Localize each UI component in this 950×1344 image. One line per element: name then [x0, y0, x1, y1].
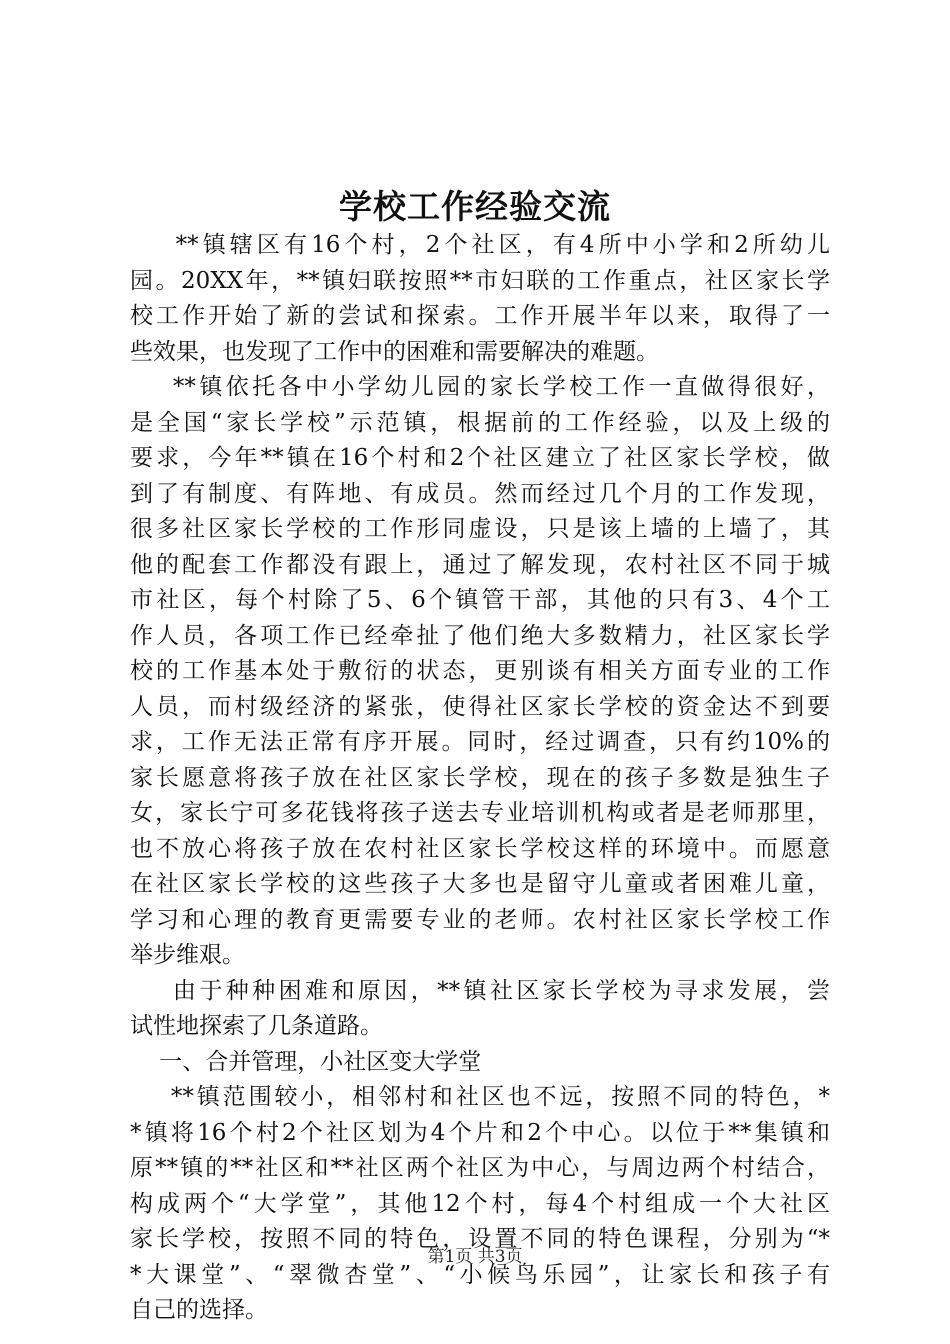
body-text-line: 校的工作基本处于敷衍的状态，更别谈有相关方面专业的工作 [130, 658, 830, 684]
body-text-line: 到了有制度、有阵地、有成员。然而经过几个月的工作发现， [130, 480, 830, 507]
body-text-line: 园。20XX年，**镇妇联按照**市妇联的工作重点，社区家长学 [130, 267, 830, 294]
body-text-line: 他的配套工作都没有跟上，通过了解发现，农村社区不同于城 [130, 551, 830, 578]
body-text-line: 是全国“家长学校”示范镇，根据前的工作经验，以及上级的 [130, 409, 830, 436]
body-text-line: 女，家长宁可多花钱将孩子送去专业培训机构或者是老师那里， [130, 800, 830, 826]
body-text-line: 试性地探索了几条道路。 [130, 1013, 383, 1039]
body-text-line: 些效果，也发现了工作中的困难和需要解决的难题。 [130, 338, 659, 365]
body-text-line: **镇范围较小，相邻村和社区也不远，按照不同的特色，* [130, 1084, 830, 1110]
body-text-line: 作人员，各项工作已经牵扯了他们绝大多数精力，社区家长学 [130, 622, 830, 649]
body-text-line: 一、合并管理，小社区变大学堂 [130, 1048, 482, 1075]
body-text-line: 举步维艰。 [130, 942, 245, 968]
body-text-line: 由于种种困难和原因，**镇社区家长学校为寻求发展，尝 [130, 977, 830, 1004]
body-text-line: **镇辖区有16个村，2个社区，有4所中小学和2所幼儿 [130, 232, 830, 258]
body-text-line: **镇依托各中小学幼儿园的家长学校工作一直做得很好， [130, 374, 830, 400]
body-text-line: *大课堂”、“翠微杏堂”、“小候鸟乐园”，让家长和孩子有 [130, 1261, 830, 1288]
document-title: 学校工作经验交流 [339, 187, 611, 226]
page-number-footer: 第1页 共3页 [427, 1247, 523, 1267]
body-text-line: 也不放心将孩子放在农村社区家长学校这样的环境中。而愿意 [130, 835, 830, 862]
body-text-line: 市社区，每个村除了5、6个镇管干部，其他的只有3、4个工 [130, 587, 830, 613]
body-text-line: 原**镇的**社区和**社区两个社区为中心，与周边两个村结合， [130, 1155, 830, 1181]
body-text-line: 家长学校，按照不同的特色，设置不同的特色课程，分别为“* [130, 1226, 830, 1252]
body-text-line: 校工作开始了新的尝试和探索。工作开展半年以来，取得了一 [130, 303, 830, 329]
document-body [130, 228, 830, 1329]
body-text-line: 在社区家长学校的这些孩子大多也是留守儿童或者困难儿童， [130, 871, 830, 897]
body-text-line: 要求，今年**镇在16个村和2个社区建立了社区家长学校，做 [130, 445, 830, 471]
body-text-line: 求，工作无法正常有序开展。同时，经过调查，只有约10%的 [130, 729, 830, 755]
body-text-line: 家长愿意将孩子放在社区家长学校，现在的孩子多数是独生子 [130, 764, 830, 791]
body-text-line: 构成两个“大学堂”，其他12个村，每4个村组成一个大社区 [130, 1190, 830, 1217]
body-text-line: 自己的选择。 [130, 1297, 268, 1323]
body-text-line: 人员，而村级经济的紧张，使得社区家长学校的资金达不到要 [130, 693, 830, 720]
body-text-line: *镇将16个村2个社区划为4个片和2个中心。以位于**集镇和 [130, 1119, 830, 1146]
body-text-line: 很多社区家长学校的工作形同虚设，只是该上墙的上墙了，其 [130, 516, 830, 542]
body-text-line: 学习和心理的教育更需要专业的老师。农村社区家长学校工作 [130, 906, 830, 933]
